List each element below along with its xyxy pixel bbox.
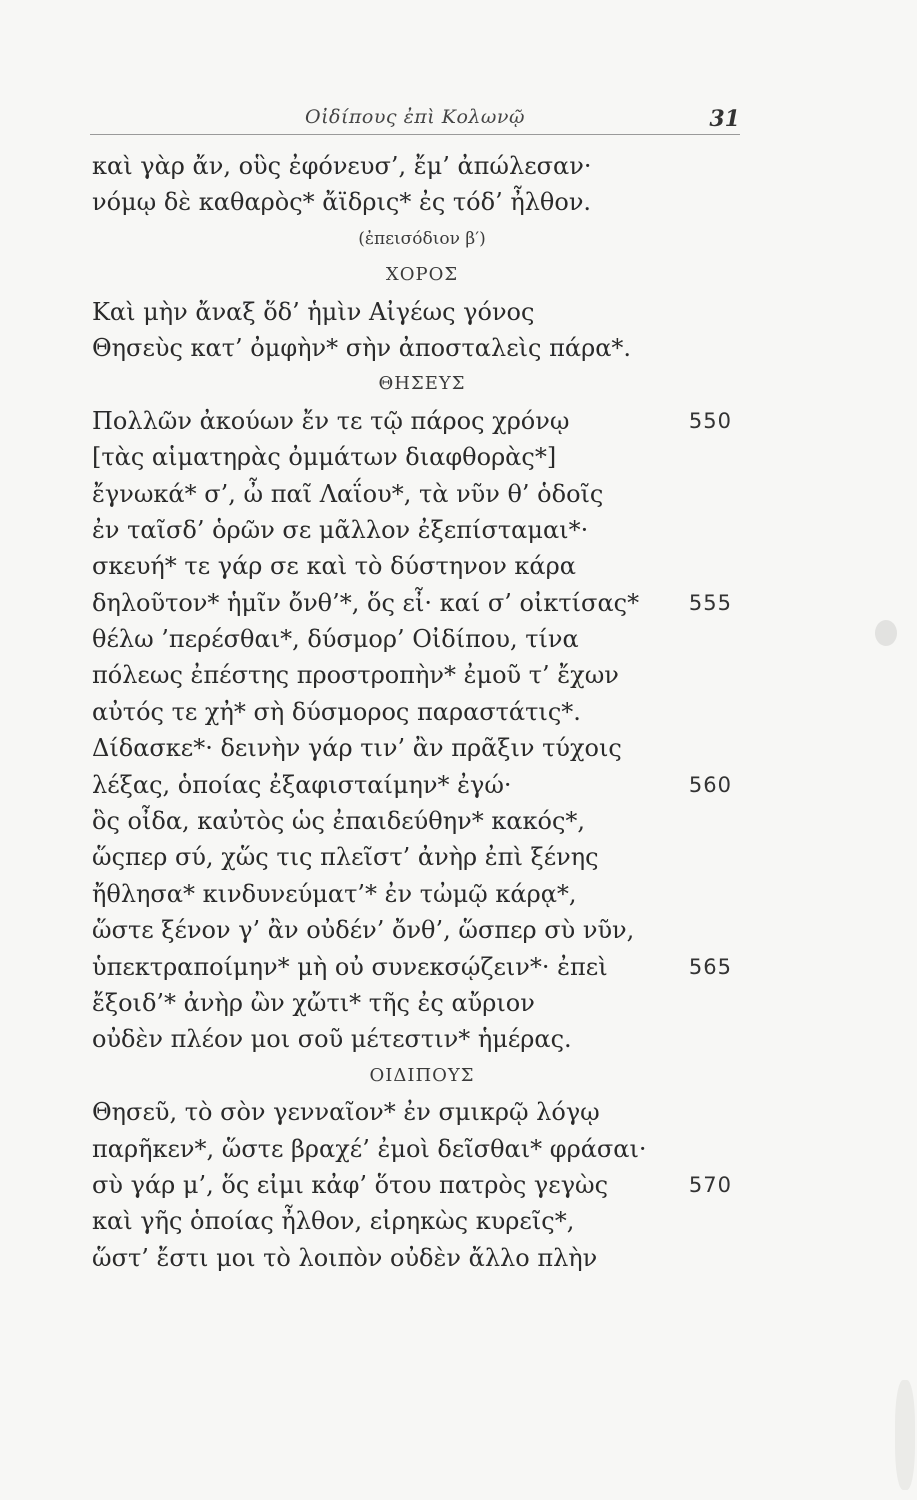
line-text: σκευή* τε γάρ σε καὶ τὸ δύστηνον κάρα — [92, 552, 576, 581]
line-text: οὐδὲν πλέον μοι σοῦ μέτεστιν* ἡμέρας. — [92, 1025, 572, 1054]
line-text: σὺ γάρ μ’, ὅς εἰμι κἀφ’ ὅτου πατρὸς γεγὼς — [92, 1170, 609, 1199]
page-header — [90, 100, 740, 135]
verse-line — [92, 1240, 752, 1276]
line-text: λέξας, ὁποίας ἐξαφισταίμην* ἐγώ· — [92, 770, 512, 799]
speaker-name — [92, 366, 752, 402]
verse-line — [92, 1131, 752, 1167]
verse-line — [92, 985, 752, 1021]
line-text: δηλοῦτον* ἡμῖν ὄνθ’*, ὅς εἶ· καί σ’ οἰκτίσας* — [92, 588, 640, 617]
verse-line — [92, 767, 752, 803]
line-text: αὐτός τε χἠ* σὴ δύσμορος παραστάτις*. — [92, 697, 581, 726]
paper-spot — [895, 1380, 915, 1490]
verse-line — [92, 403, 752, 439]
line-text: πόλεως ἐπέστης προστροπὴν* ἐμοῦ τ’ ἔχων — [92, 661, 619, 690]
line-text: καὶ γῆς ὁποίας ἦλθον, εἰρηκὼς κυρεῖς*, — [92, 1207, 575, 1236]
line-text: θέλω ’περέσθαι*, δύσμορ’ Οἰδίπου, τίνα — [92, 625, 579, 654]
line-number: 570 — [688, 1172, 732, 1197]
line-text: Θησεῦ, τὸ σὸν γενναῖον* ἐν σμικρῷ λόγῳ — [92, 1098, 600, 1127]
verse-line — [92, 512, 752, 548]
line-text: ΧΟΡΟΣ — [385, 264, 459, 286]
speaker-name — [92, 1058, 752, 1094]
line-text: Δίδασκε*· δεινὴν γάρ τιν’ ἂν πρᾶξιν τύχοις — [92, 734, 622, 763]
line-text: ἔξοιδ’* ἀνὴρ ὢν χὤτι* τῆς ἐς αὔριον — [92, 988, 535, 1017]
verse-line — [92, 330, 752, 366]
paper-spot — [875, 620, 897, 646]
line-text: ὥςπερ σύ, χὥς τις πλεῖστ’ ἀνὴρ ἐπὶ ξένης — [92, 843, 599, 872]
verse-line — [92, 621, 752, 657]
line-text: ΟΙΔΙΠΟΥΣ — [369, 1064, 475, 1086]
verse-line — [92, 912, 752, 948]
page-number: 31 — [709, 106, 740, 132]
verse-line — [92, 657, 752, 693]
line-text: [τὰς αἱματηρὰς ὀμμάτων διαφθορὰς*] — [92, 443, 557, 472]
line-text: ὥστ’ ἔστι μοι τὸ λοιπὸν οὐδὲν ἄλλο πλὴν — [92, 1243, 598, 1272]
verse-text-block — [92, 148, 752, 1276]
verse-line — [92, 548, 752, 584]
line-text: ἐν ταῖσδ’ ὁρῶν σε μᾶλλον ἐξεπίσταμαι*· — [92, 515, 589, 544]
verse-line — [92, 1094, 752, 1130]
verse-line — [92, 1203, 752, 1239]
verse-line — [92, 439, 752, 475]
line-text: (ἐπεισόδιον β′) — [358, 228, 486, 249]
line-text: Πολλῶν ἀκούων ἔν τε τῷ πάρος χρόνῳ — [92, 406, 570, 435]
line-number: 555 — [688, 590, 732, 615]
verse-line — [92, 585, 752, 621]
verse-line — [92, 184, 752, 220]
line-text: νόμῳ δὲ καθαρὸς* ἄϊδρις* ἐς τόδ’ ἦλθον. — [92, 188, 592, 217]
line-number: 550 — [688, 408, 732, 433]
verse-line — [92, 839, 752, 875]
verse-line — [92, 694, 752, 730]
verse-line — [92, 476, 752, 512]
line-text: παρῆκεν*, ὥστε βραχέ’ ἐμοὶ δεῖσθαι* φράσαι· — [92, 1134, 647, 1163]
verse-line — [92, 803, 752, 839]
stage-direction — [92, 221, 752, 257]
line-text: ΘΗΣΕΥΣ — [378, 373, 466, 395]
verse-line — [92, 949, 752, 985]
line-text: Θησεὺς κατ’ ὀμφὴν* σὴν ἀποσταλεὶς πάρα*. — [92, 333, 632, 362]
running-title: Οἰδίπους ἐπὶ Κολωνῷ — [305, 106, 525, 128]
line-text: ἔγνωκά* σ’, ὦ παῖ Λαΐου*, τὰ νῦν θ’ ὁδοῖς — [92, 479, 604, 508]
verse-line — [92, 876, 752, 912]
verse-line — [92, 1167, 752, 1203]
verse-line — [92, 730, 752, 766]
verse-line — [92, 1021, 752, 1057]
line-text: καὶ γὰρ ἄν, οὓς ἐφόνευσ’, ἔμ’ ἀπώλεσαν· — [92, 152, 592, 180]
line-text: ὑπεκτραποίμην* μὴ οὐ συνεκσῴζειν*· ἐπεὶ — [92, 952, 608, 981]
line-text: Καὶ μὴν ἄναξ ὅδ’ ἡμὶν Αἰγέως γόνος — [92, 297, 535, 326]
verse-line — [92, 294, 752, 330]
line-number: 560 — [688, 772, 732, 797]
speaker-name — [92, 257, 752, 293]
line-number: 565 — [688, 954, 732, 979]
line-text: ὥστε ξένον γ’ ἂν οὐδέν’ ὄνθ’, ὥσπερ σὺ νῦν, — [92, 916, 635, 945]
line-text: ὃς οἶδα, καὐτὸς ὡς ἐπαιδεύθην* κακός*, — [92, 807, 586, 836]
verse-line — [92, 148, 752, 184]
line-text: ἤθλησα* κινδυνεύματ’* ἐν τὠμῷ κάρᾳ*, — [92, 879, 577, 908]
